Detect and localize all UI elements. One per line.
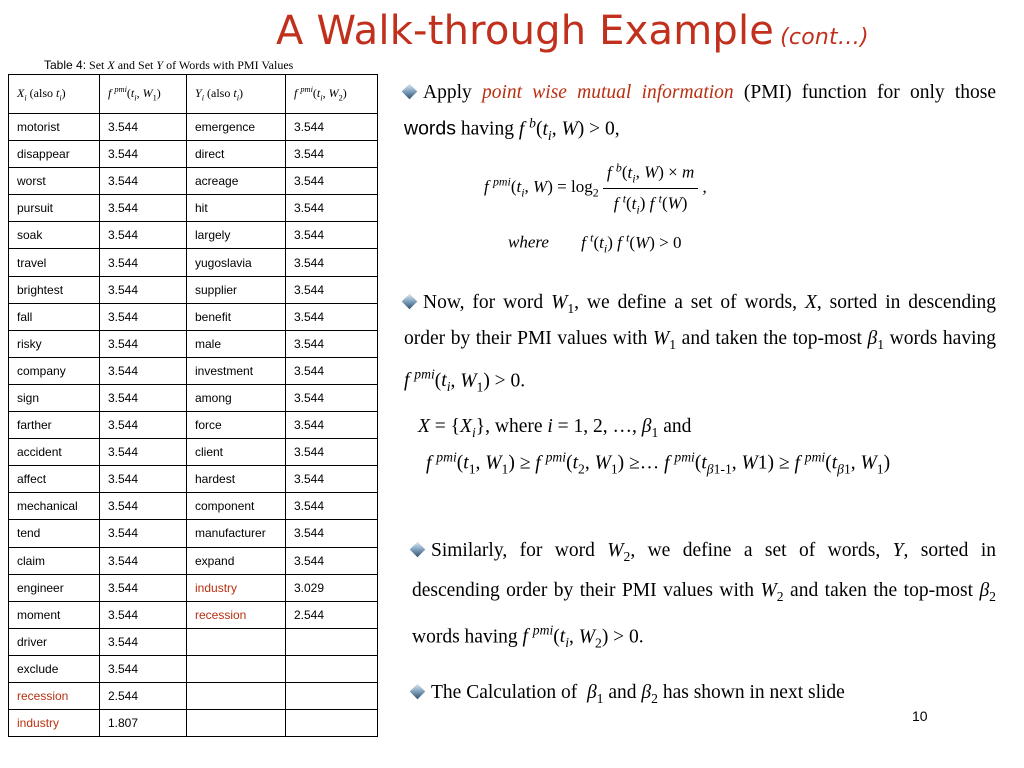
cell-y-word	[187, 655, 286, 682]
cell-y-word: benefit	[187, 303, 286, 330]
set-x-definition: $X = \{X_i\}$, where i = 1, 2, …, $\beta_1$ and	[418, 416, 692, 440]
cell-y-pmi: 3.544	[286, 412, 378, 439]
cell-y-word: industry	[187, 574, 286, 601]
cell-y-word: hardest	[187, 466, 286, 493]
table-row	[9, 601, 378, 628]
cell-x-pmi: 3.544	[100, 168, 187, 195]
cell-y-pmi: 3.544	[286, 114, 378, 141]
cell-x-word: risky	[9, 330, 100, 357]
diamond-bullet-icon	[410, 684, 426, 700]
formula-where	[508, 230, 682, 256]
cell-y-pmi: 3.544	[286, 493, 378, 520]
cell-y-pmi	[286, 628, 378, 655]
table-caption-label: Table 4:	[44, 58, 87, 72]
cell-x-word: worst	[9, 168, 100, 195]
cell-y-pmi: 3.544	[286, 195, 378, 222]
cell-x-pmi: 3.544	[100, 141, 187, 168]
formula-fraction	[603, 160, 698, 217]
cell-y-pmi: 3.544	[286, 547, 378, 574]
cell-x-word: mechanical	[9, 493, 100, 520]
slide-title-main: A Walk-through Example	[276, 8, 775, 54]
cell-y-pmi: 3.544	[286, 168, 378, 195]
table-row	[9, 466, 378, 493]
set-x-ordering: f $^{pmi}(t_1$, $W_1) \ge f$ $^{pmi}(t_2$, $W_1$) ≥… f $^{pmi}(t_{\beta 1-1}$, W1) ≥ f $^{pmi}(t_{\beta 1}$, $W_1$)	[426, 449, 891, 477]
cell-y-pmi: 3.544	[286, 249, 378, 276]
cell-x-word: recession	[9, 682, 100, 709]
cell-y-pmi: 3.544	[286, 141, 378, 168]
formula-numerator: f $^b(t_i$, W) × m	[603, 160, 698, 189]
table-row	[9, 249, 378, 276]
bullet-apply-condition: f $^b(t_i$, W) > 0,	[518, 115, 620, 143]
table-row	[9, 168, 378, 195]
table-row	[9, 384, 378, 411]
cell-x-word: exclude	[9, 655, 100, 682]
table-row	[9, 412, 378, 439]
table-row	[9, 682, 378, 709]
cell-y-word	[187, 710, 286, 737]
pmi-formula	[484, 160, 707, 217]
cell-y-pmi: 2.544	[286, 601, 378, 628]
slide-title-sub: (cont…)	[780, 25, 869, 50]
cell-x-pmi: 3.544	[100, 222, 187, 249]
pmi-table-body	[9, 114, 378, 737]
table-row	[9, 195, 378, 222]
bullet-apply-pmi	[404, 78, 996, 150]
header-yi: $Y_i$ (also $t_i$)	[187, 75, 286, 114]
table-row	[9, 330, 378, 357]
page-number: 10	[912, 708, 928, 724]
pmi-term: point wise mutual information	[481, 82, 734, 103]
cell-x-word: brightest	[9, 276, 100, 303]
table-header-row	[9, 75, 378, 114]
diamond-bullet-icon	[410, 542, 426, 558]
table-row	[9, 114, 378, 141]
cell-x-word: company	[9, 357, 100, 384]
cell-y-pmi: 3.544	[286, 222, 378, 249]
table-row	[9, 141, 378, 168]
cell-y-word: acreage	[187, 168, 286, 195]
cell-x-word: industry	[9, 710, 100, 737]
cell-x-pmi: 3.544	[100, 520, 187, 547]
diamond-bullet-icon	[402, 84, 418, 100]
cell-y-word: male	[187, 330, 286, 357]
cell-x-pmi: 3.544	[100, 384, 187, 411]
cell-x-word: engineer	[9, 574, 100, 601]
cell-y-word: expand	[187, 547, 286, 574]
cell-y-pmi: 3.544	[286, 466, 378, 493]
cell-x-word: motorist	[9, 114, 100, 141]
table-row	[9, 520, 378, 547]
cell-x-word: sign	[9, 384, 100, 411]
cell-x-pmi: 3.544	[100, 493, 187, 520]
cell-y-word: client	[187, 439, 286, 466]
table-row	[9, 303, 378, 330]
formula-lhs: f $^{pmi}(t_i$, $W) = \log_2$	[484, 174, 599, 200]
table-row	[9, 628, 378, 655]
cell-x-pmi: 3.544	[100, 249, 187, 276]
header-xi: $X_i$ (also $t_i$)	[9, 75, 100, 114]
cell-x-pmi: 3.544	[100, 357, 187, 384]
cell-y-pmi: 3.544	[286, 357, 378, 384]
cell-x-pmi: 3.544	[100, 601, 187, 628]
cell-x-word: disappear	[9, 141, 100, 168]
cell-x-word: moment	[9, 601, 100, 628]
table-row	[9, 655, 378, 682]
cell-x-pmi: 2.544	[100, 682, 187, 709]
cell-x-pmi: 3.544	[100, 195, 187, 222]
cell-y-word: emergence	[187, 114, 286, 141]
cell-y-pmi	[286, 655, 378, 682]
cell-x-pmi: 1.807	[100, 710, 187, 737]
cell-y-word	[187, 682, 286, 709]
cell-y-pmi	[286, 682, 378, 709]
formula-denominator: f $^t(t_i)$ f $^t$(W)	[613, 191, 688, 217]
cell-x-word: tend	[9, 520, 100, 547]
bullet-apply-word: Apply	[423, 82, 472, 103]
cell-y-word: among	[187, 384, 286, 411]
table-row	[9, 493, 378, 520]
cell-x-pmi: 3.544	[100, 114, 187, 141]
bullet-define-y: Similarly, for word $W_2$, we define a set of words, Y, sorted in descending order by their PMI values with $W_2$ and taken the top-most $\beta_2$ words having f $^{pmi}(t_i$, $W_2) > 0$.	[412, 534, 996, 660]
table-row	[9, 710, 378, 737]
cell-y-word: recession	[187, 601, 286, 628]
formula-tail: ,	[702, 177, 707, 197]
cell-y-pmi: 3.544	[286, 520, 378, 547]
bullet-apply-rest: (PMI) function for only those	[743, 82, 997, 103]
cell-x-word: soak	[9, 222, 100, 249]
pmi-table	[8, 74, 378, 737]
cell-x-pmi: 3.544	[100, 466, 187, 493]
cell-x-word: driver	[9, 628, 100, 655]
cell-x-word: pursuit	[9, 195, 100, 222]
cell-y-pmi: 3.544	[286, 384, 378, 411]
cell-x-pmi: 3.544	[100, 439, 187, 466]
table-row	[9, 357, 378, 384]
cell-x-word: affect	[9, 466, 100, 493]
cell-x-word: fall	[9, 303, 100, 330]
cell-y-word: yugoslavia	[187, 249, 286, 276]
cell-y-word: force	[187, 412, 286, 439]
cell-x-pmi: 3.544	[100, 303, 187, 330]
cell-x-word: accident	[9, 439, 100, 466]
cell-y-pmi: 3.029	[286, 574, 378, 601]
cell-y-pmi: 3.544	[286, 303, 378, 330]
table-caption	[44, 58, 293, 73]
cell-x-word: farther	[9, 412, 100, 439]
cell-x-pmi: 3.544	[100, 276, 187, 303]
header-fpmi-w1: f $^{pmi}(t_i$, $W_1$)	[100, 75, 187, 114]
cell-y-pmi: 3.544	[286, 330, 378, 357]
table-row	[9, 439, 378, 466]
cell-y-word	[187, 628, 286, 655]
bullet-apply-words: words	[404, 117, 457, 140]
formula-where-condition: f $^t(t_i)$ f $^t$(W) > 0	[581, 230, 682, 256]
cell-y-pmi	[286, 710, 378, 737]
cell-x-word: claim	[9, 547, 100, 574]
cell-y-pmi: 3.544	[286, 276, 378, 303]
table-row	[9, 574, 378, 601]
cell-y-word: largely	[187, 222, 286, 249]
formula-where-word: where	[508, 232, 549, 252]
table-row	[9, 276, 378, 303]
cell-x-pmi: 3.544	[100, 330, 187, 357]
cell-x-pmi: 3.544	[100, 655, 187, 682]
cell-y-word: investment	[187, 357, 286, 384]
cell-y-pmi: 3.544	[286, 439, 378, 466]
header-fpmi-w2: f $^{pmi}(t_i$, $W_2$)	[286, 75, 378, 114]
cell-y-word: direct	[187, 141, 286, 168]
table-caption-text: Set X and Set Y of Words with PMI Values	[89, 58, 294, 72]
cell-x-pmi: 3.544	[100, 412, 187, 439]
table-row	[9, 222, 378, 249]
cell-y-word: manufacturer	[187, 520, 286, 547]
cell-x-word: travel	[9, 249, 100, 276]
cell-x-pmi: 3.544	[100, 628, 187, 655]
table-row	[9, 547, 378, 574]
cell-x-pmi: 3.544	[100, 547, 187, 574]
diamond-bullet-icon	[402, 294, 418, 310]
bullet-define-x: Now, for word $W_1$, we define a set of words, X, sorted in descending order by their PMI values with $W_1$ and taken the top-most $\beta_1$ words having f $^{pmi}(t_i$, $W_1) > 0$.	[404, 288, 996, 402]
bullet-next-slide: The Calculation of $\beta_1$ and $\beta_2$ has shown in next slide	[412, 678, 996, 714]
cell-y-word: component	[187, 493, 286, 520]
cell-y-word: hit	[187, 195, 286, 222]
cell-x-pmi: 3.544	[100, 574, 187, 601]
slide-title	[276, 8, 869, 54]
cell-y-word: supplier	[187, 276, 286, 303]
bullet-apply-having: having	[460, 118, 514, 140]
